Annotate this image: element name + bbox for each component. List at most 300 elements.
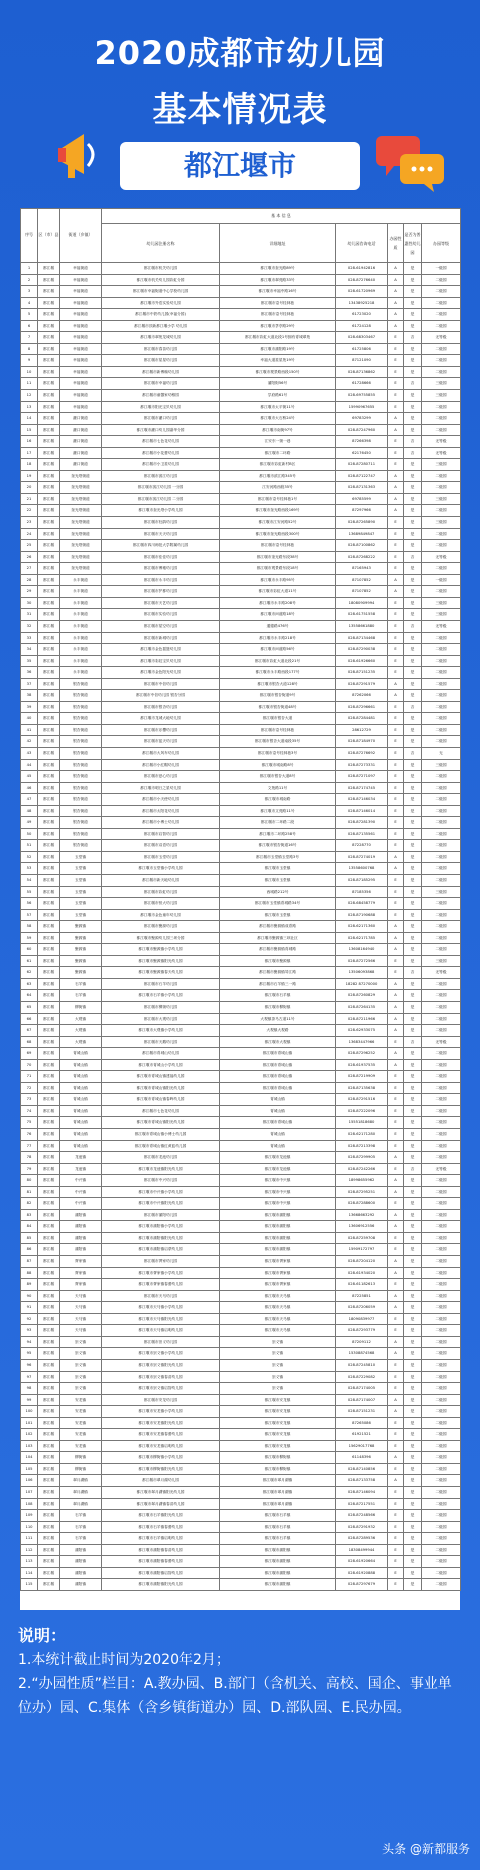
table-row xyxy=(21,1163,461,1175)
table-cell: 都江堰市蒲阳镇 xyxy=(220,1221,336,1233)
table-cell: 天马镇 xyxy=(60,1313,102,1325)
table-row xyxy=(21,840,461,852)
table-cell: 都江堰 xyxy=(38,309,60,321)
table-cell: 大观镇 xyxy=(60,1036,102,1048)
table-cell: 天马镇 xyxy=(60,1325,102,1337)
table-cell: E xyxy=(388,528,404,540)
table-cell: 都江堰 xyxy=(38,1175,60,1187)
table-row xyxy=(21,794,461,806)
table-cell: 永丰街道 xyxy=(60,574,102,586)
table-cell: E xyxy=(388,1440,404,1452)
table-cell: 96 xyxy=(21,1359,38,1371)
table-row xyxy=(21,320,461,332)
table-row xyxy=(21,1498,461,1510)
table-row xyxy=(21,690,461,702)
table-cell: 都江堰 xyxy=(38,505,60,517)
table-cell: 25 xyxy=(21,540,38,552)
table-cell: 无等级 xyxy=(422,1036,461,1048)
table-cell: 都江堰市胥家镇 xyxy=(220,1256,336,1268)
table-cell: 13 xyxy=(21,401,38,413)
table-cell: 都江堰市柳街镇 xyxy=(220,1452,336,1464)
table-cell: 都江堰市顶新都江堰小学 幼儿园 xyxy=(102,320,220,332)
table-cell: 都江堰市柳街镇 xyxy=(220,1002,336,1014)
table-cell: 银杏街道 xyxy=(60,690,102,702)
table-cell: 都江堰市童馨家幼稚园 xyxy=(102,390,220,402)
table-cell: 103 xyxy=(21,1440,38,1452)
table-cell: A xyxy=(388,1175,404,1187)
table-cell: 是 xyxy=(404,771,422,783)
table-cell: 都江堰 xyxy=(38,1082,60,1094)
table-cell: 二级园 xyxy=(422,1302,461,1314)
table-row xyxy=(21,1013,461,1025)
table-cell: 幸福街道 xyxy=(60,343,102,355)
table-cell: 二级园 xyxy=(422,1498,461,1510)
table-cell: E xyxy=(388,909,404,921)
table-cell: 都江堰市青城山镇 xyxy=(220,1117,336,1129)
table-row xyxy=(21,1579,461,1591)
table-cell: 都江堰市中兴镇 xyxy=(220,1198,336,1210)
table-cell: 都江堰 xyxy=(38,493,60,505)
table-cell: E xyxy=(388,1071,404,1083)
table-row xyxy=(21,759,461,771)
table-cell: 028-87274019 xyxy=(336,851,388,863)
table-cell: A xyxy=(388,493,404,505)
table-cell: 是 xyxy=(404,1521,422,1533)
table-cell: 028-87146034 xyxy=(336,794,388,806)
table-cell: 都江堰 xyxy=(38,782,60,794)
table-cell: A xyxy=(388,320,404,332)
table-cell: A xyxy=(388,1152,404,1164)
table-cell: 都江堰市翠月湖镇 xyxy=(220,1475,336,1487)
table-cell: 028-87219909 xyxy=(336,1071,388,1083)
table-cell: 028-68303467 xyxy=(336,332,388,344)
table-cell: 都江堰市青城山幼儿园 xyxy=(102,1048,220,1060)
table-cell: 都江堰市蒲阳镇 xyxy=(220,1556,336,1568)
table-cell: 灌口街道 xyxy=(60,436,102,448)
table-cell: 都江堰市灌口幼儿园 xyxy=(102,413,220,425)
table-cell: 21 xyxy=(21,493,38,505)
table-cell: 二级园 xyxy=(422,1279,461,1291)
table-cell: 都江堰 xyxy=(38,424,60,436)
table-cell: E xyxy=(388,701,404,713)
table-cell: 二级园 xyxy=(422,944,461,956)
table-cell: 都江堰市银杏幼儿园 xyxy=(102,701,220,713)
table-cell: 72 xyxy=(21,1082,38,1094)
table-row xyxy=(21,909,461,921)
table-cell: 二级园 xyxy=(422,1002,461,1014)
table-cell: 都江堰 xyxy=(38,713,60,725)
table-cell: 都江堰市七色花幼儿园 xyxy=(102,436,220,448)
table-cell: 是 xyxy=(404,263,422,275)
table-cell: A xyxy=(388,921,404,933)
table-cell: 是 xyxy=(404,274,422,286)
table-cell: 都江堰市青城山镇 xyxy=(220,1059,336,1071)
table-cell: 028-87296661 xyxy=(336,701,388,713)
kindergarten-table-sheet xyxy=(20,208,460,1610)
table-cell: 都江堰 xyxy=(38,990,60,1002)
table-cell: 都江堰 xyxy=(38,805,60,817)
table-cell: 永丰街道 xyxy=(60,632,102,644)
table-cell: 15629017768 xyxy=(336,1440,388,1452)
table-cell: 都江堰市蒲阳镇阳光幼儿园 xyxy=(102,1579,220,1591)
table-cell: 都江堰市蒲阳镇 xyxy=(220,1244,336,1256)
table-cell: 028-87229082 xyxy=(336,1371,388,1383)
table-cell: 三级园 xyxy=(422,517,461,529)
table-cell: 蒲阳镇 xyxy=(60,1579,102,1591)
table-cell: 都江堰 xyxy=(38,817,60,829)
table-cell: 都江堰 xyxy=(38,851,60,863)
table-cell: 都江堰市龙城大地幼儿园 xyxy=(102,713,220,725)
table-cell: 都江堰市柳街镇 xyxy=(220,1463,336,1475)
table-row xyxy=(21,401,461,413)
table-cell: A xyxy=(388,978,404,990)
table-cell: 都江堰市天马镇小学幼儿园 xyxy=(102,1302,220,1314)
table-cell: 5 xyxy=(21,309,38,321)
table-cell: E xyxy=(388,355,404,367)
table-cell: 都江堰市大风车幼儿园 xyxy=(102,747,220,759)
table-cell: E xyxy=(388,771,404,783)
table-cell: E xyxy=(388,1486,404,1498)
table-cell: 028-87295251 xyxy=(336,1186,388,1198)
table-cell: 是 xyxy=(404,713,422,725)
table-cell: 100 xyxy=(21,1406,38,1418)
table-cell: 无 xyxy=(422,747,461,759)
table-cell: 都江堰市大观镇 xyxy=(220,1036,336,1048)
table-cell: 玉堂镇 xyxy=(60,886,102,898)
table-cell: 崇义镇 xyxy=(60,1383,102,1395)
table-row xyxy=(21,1290,461,1302)
table-row xyxy=(21,1002,461,1014)
table-row xyxy=(21,886,461,898)
table-cell: 都江堰市柳街镇小学幼儿园 xyxy=(102,1452,220,1464)
table-cell: 翠月湖镇 xyxy=(60,1475,102,1487)
table-cell: E xyxy=(388,632,404,644)
header-inclusive: 是否为普惠性幼儿园 xyxy=(404,224,422,263)
table-cell: 13668663292 xyxy=(336,1209,388,1221)
table-cell: 都江堰市聚源镇阳光幼儿园 xyxy=(102,955,220,967)
table-cell: 都江堰 xyxy=(38,828,60,840)
table-cell: 49 xyxy=(21,817,38,829)
table-cell: 龙池镇 xyxy=(60,1163,102,1175)
table-cell: 是 xyxy=(404,1325,422,1337)
table-cell: A xyxy=(388,990,404,1002)
table-row xyxy=(21,1463,461,1475)
table-cell: 68 xyxy=(21,1036,38,1048)
table-cell: 都江堰市石羊镇阳光幼儿园 xyxy=(102,1510,220,1522)
table-cell: 都江堰市翠月湖幼儿园 xyxy=(102,1475,220,1487)
table-cell: 银杏街道 xyxy=(60,747,102,759)
table-cell: 银杏街道 xyxy=(60,701,102,713)
table-cell: 都江堰 xyxy=(38,551,60,563)
table-cell: 都江堰市小花蕾幼儿园 xyxy=(102,447,220,459)
table-cell: 是 xyxy=(404,563,422,575)
table-cell: 87107852 xyxy=(336,574,388,586)
table-cell: 二级园 xyxy=(422,1290,461,1302)
table-cell: 二级园 xyxy=(422,1198,461,1210)
table-cell: 奎光塔街道 xyxy=(60,540,102,552)
table-cell: 二级园 xyxy=(422,1521,461,1533)
table-cell: 三级园 xyxy=(422,597,461,609)
table-cell: 三级园 xyxy=(422,609,461,621)
table-cell: 028-87100862 xyxy=(336,540,388,552)
table-cell: 58 xyxy=(21,921,38,933)
table-cell: 否 xyxy=(404,1036,422,1048)
table-cell: 二级园 xyxy=(422,771,461,783)
table-cell: 028-87135561 xyxy=(336,828,388,840)
table-cell: 是 xyxy=(404,644,422,656)
table-cell: 二级园 xyxy=(422,528,461,540)
table-cell: E xyxy=(388,1544,404,1556)
table-cell: 都江堰市博雅幼儿园 xyxy=(102,563,220,575)
table-cell: 都江堰市胥家幼儿园 xyxy=(102,1256,220,1268)
table-cell: 幸福街道 xyxy=(60,390,102,402)
table-cell: 028-61720969 xyxy=(336,286,388,298)
table-row xyxy=(21,574,461,586)
table-cell: 二级园 xyxy=(422,1186,461,1198)
table-cell: 是 xyxy=(404,470,422,482)
table-cell: 都江堰市银杏大道南段35号 xyxy=(220,736,336,748)
table-row xyxy=(21,378,461,390)
table-cell: 都江堰 xyxy=(38,690,60,702)
table-cell: 都江堰 xyxy=(38,701,60,713)
table-cell: 都江堰市机关幼儿园彩虹分园 xyxy=(102,274,220,286)
table-row xyxy=(21,632,461,644)
table-cell: 都江堰市蒲阳镇 xyxy=(220,1544,336,1556)
table-row xyxy=(21,1094,461,1106)
table-cell: 86 xyxy=(21,1244,38,1256)
table-cell: 62176450 xyxy=(336,447,388,459)
table-cell: 39 xyxy=(21,701,38,713)
table-cell: 是 xyxy=(404,1048,422,1060)
table-cell: 028-62171785 xyxy=(336,932,388,944)
table-cell: 二级园 xyxy=(422,701,461,713)
table-cell: 是 xyxy=(404,482,422,494)
table-cell: 都江堰 xyxy=(38,1036,60,1048)
table-cell: E xyxy=(388,1036,404,1048)
table-cell: 蒲阳镇 xyxy=(60,1232,102,1244)
table-cell: 都江堰市聚源幼儿园 xyxy=(102,921,220,933)
table-cell: 玉堂镇 xyxy=(60,851,102,863)
table-cell: 都江堰市奎光路89号 xyxy=(220,263,336,275)
table-cell: 都江堰市彩虹新村B区 xyxy=(220,459,336,471)
table-cell: 10 xyxy=(21,366,38,378)
table-cell: E xyxy=(388,1463,404,1475)
table-row xyxy=(21,493,461,505)
table-cell: 81 xyxy=(21,1186,38,1198)
table-cell: E xyxy=(388,1371,404,1383)
table-cell: 都江堰 xyxy=(38,1394,60,1406)
table-cell: 是 xyxy=(404,690,422,702)
table-cell: 7 xyxy=(21,332,38,344)
table-cell: 61 xyxy=(21,955,38,967)
table-cell: 都江堰市蒲阳镇 xyxy=(220,1567,336,1579)
table-cell: 都江堰市翠月湖镇春苗幼儿园 xyxy=(102,1498,220,1510)
table-cell: A xyxy=(388,932,404,944)
table-row xyxy=(21,701,461,713)
table-cell: 87209112 xyxy=(336,1336,388,1348)
table-cell: 都江堰 xyxy=(38,898,60,910)
table-cell: 都江堰市青城山镇红黄蓝幼儿园 xyxy=(102,1140,220,1152)
table-cell: 是 xyxy=(404,955,422,967)
table-cell: 71 xyxy=(21,1071,38,1083)
table-cell: 98 xyxy=(21,1383,38,1395)
table-cell: 永丰街道 xyxy=(60,620,102,632)
table-cell: 028-87184970 xyxy=(336,736,388,748)
table-cell: 二级园 xyxy=(422,1348,461,1360)
table-cell: A xyxy=(388,1256,404,1268)
table-row xyxy=(21,1336,461,1348)
table-cell: 都江堰市幸福街道中心学校幼儿园 xyxy=(102,286,220,298)
table-cell: 66 xyxy=(21,1013,38,1025)
table-cell: 028-62171280 xyxy=(336,1129,388,1141)
table-cell: 三级园 xyxy=(422,886,461,898)
table-cell: 028-87289536 xyxy=(336,1533,388,1545)
table-cell: A xyxy=(388,1209,404,1221)
table-cell: 29 xyxy=(21,586,38,598)
chat-bubbles-icon xyxy=(376,130,446,192)
table-cell: 石羊镇 xyxy=(60,1521,102,1533)
table-cell: 二级园 xyxy=(422,1013,461,1025)
table-row xyxy=(21,286,461,298)
table-cell: 都江堰市彩虹大道北段21号 xyxy=(220,655,336,667)
table-cell: 028-87288600 xyxy=(336,1198,388,1210)
table-cell: 79 xyxy=(21,1163,38,1175)
table-cell: 文苑路11号 xyxy=(220,782,336,794)
table-cell: 都江堰 xyxy=(38,909,60,921)
table-cell: E xyxy=(388,1498,404,1510)
table-cell: 028-87151235 xyxy=(336,667,388,679)
table-cell: 都江堰市翠月湖镇阳光幼儿园 xyxy=(102,1486,220,1498)
table-cell: 都江堰市南街97号 xyxy=(220,424,336,436)
table-cell: 是 xyxy=(404,817,422,829)
table-cell: 028-87190688 xyxy=(336,909,388,921)
table-cell: 都江堰 xyxy=(38,1094,60,1106)
table-cell: 13558661880 xyxy=(336,620,388,632)
table-cell: E xyxy=(388,343,404,355)
table-cell: E xyxy=(388,967,404,979)
table-cell: 87297966 xyxy=(336,505,388,517)
table-cell: 是 xyxy=(404,297,422,309)
table-cell: 37 xyxy=(21,678,38,690)
table-cell: E xyxy=(388,1567,404,1579)
table-cell: 是 xyxy=(404,1094,422,1106)
table-cell: 92 xyxy=(21,1313,38,1325)
table-cell: 二级园 xyxy=(422,863,461,875)
table-cell: 否 xyxy=(404,332,422,344)
table-cell: 玉堂镇 xyxy=(60,898,102,910)
table-cell: 都江堰 xyxy=(38,1071,60,1083)
table-cell: 都江堰市乐樱幼儿园 xyxy=(102,724,220,736)
table-cell: 玉堂镇 xyxy=(60,874,102,886)
table-cell: 二级园 xyxy=(422,644,461,656)
table-cell: 都江堰 xyxy=(38,1452,60,1464)
table-cell: 69 xyxy=(21,1048,38,1060)
table-cell: 都江堰市护都幼儿园 xyxy=(102,586,220,598)
table-cell: 都江堰 xyxy=(38,840,60,852)
table-cell: 028-87284481 xyxy=(336,713,388,725)
table-cell: 都江堰市太平街11号 xyxy=(220,401,336,413)
table-cell: 都江堰市蓝天幼儿园 xyxy=(102,736,220,748)
table-cell: 都江堰市外语实验幼儿园 xyxy=(102,297,220,309)
table-cell: 都江堰市中兴镇 xyxy=(220,1175,336,1187)
table-cell: 柳街镇 xyxy=(60,1002,102,1014)
table-cell: 35 xyxy=(21,655,38,667)
table-cell: 都江堰市滨江幼儿园 二分园 xyxy=(102,493,220,505)
table-cell: 都江堰 xyxy=(38,1440,60,1452)
table-row xyxy=(21,955,461,967)
table-cell: 是 xyxy=(404,1463,422,1475)
table-row xyxy=(21,1359,461,1371)
table-cell: 63 xyxy=(21,978,38,990)
table-cell: 都江堰 xyxy=(38,528,60,540)
table-cell: 是 xyxy=(404,1002,422,1014)
table-cell: 西城路212号 xyxy=(220,886,336,898)
table-cell: 都江堰 xyxy=(38,1279,60,1291)
table-cell: 都江堰市天马镇阳光幼儿园 xyxy=(102,1313,220,1325)
table-cell: 都江堰 xyxy=(38,1025,60,1037)
table-cell: 62 xyxy=(21,967,38,979)
table-cell: E xyxy=(388,1556,404,1568)
table-cell: 都江堰 xyxy=(38,678,60,690)
table-cell: 三级园 xyxy=(422,459,461,471)
table-row xyxy=(21,1486,461,1498)
table-cell: 都江堰市石羊镇 xyxy=(220,990,336,1002)
table-row xyxy=(21,309,461,321)
table-cell: 61148396 xyxy=(336,1452,388,1464)
table-cell: 24 xyxy=(21,528,38,540)
table-cell: 115 xyxy=(21,1579,38,1591)
table-cell: 三级园 xyxy=(422,955,461,967)
table-cell: 都江堰 xyxy=(38,1544,60,1556)
table-cell: 56 xyxy=(21,898,38,910)
table-cell: 13689849847 xyxy=(336,528,388,540)
table-cell: 崇义镇 xyxy=(220,1348,336,1360)
table-row xyxy=(21,482,461,494)
table-cell: 二级园 xyxy=(422,736,461,748)
table-row xyxy=(21,678,461,690)
table-cell: 28 xyxy=(21,574,38,586)
table-cell: 是 xyxy=(404,1556,422,1568)
table-cell: 奎光塔街道 xyxy=(60,493,102,505)
table-row xyxy=(21,805,461,817)
table-cell: 18080909994 xyxy=(336,597,388,609)
table-cell: 51 xyxy=(21,840,38,852)
table-cell: 银杏街道 xyxy=(60,828,102,840)
table-cell: 都江堰市新博翰幼儿园 xyxy=(102,366,220,378)
table-cell: 38 xyxy=(21,690,38,702)
table-cell: 都江堰市天马镇 xyxy=(220,1325,336,1337)
table-cell: 都江堰市聚源镇小学幼儿园 xyxy=(102,944,220,956)
table-cell: E xyxy=(388,436,404,448)
table-cell: 都江堰市石羊幼儿园 xyxy=(102,978,220,990)
table-cell: 都江堰市安龙镇 xyxy=(220,1429,336,1441)
table-cell: 二级园 xyxy=(422,724,461,736)
table-cell: 都江堰 xyxy=(38,1579,60,1591)
table-cell: 18308499944 xyxy=(336,1544,388,1556)
table-cell: 蒲阳镇 xyxy=(60,1221,102,1233)
table-cell: 17 xyxy=(21,447,38,459)
table-cell: 028-87222096 xyxy=(336,1105,388,1117)
table-cell: 都江堰 xyxy=(38,540,60,552)
table-cell: 灌口街道 xyxy=(60,424,102,436)
table-cell: 都江堰市安龙镇 xyxy=(220,1394,336,1406)
table-row xyxy=(21,1302,461,1314)
table-cell: 是 xyxy=(404,932,422,944)
table-cell: 都江堰市阳光宝贝幼儿园 xyxy=(102,401,220,413)
table-cell: 113 xyxy=(21,1556,38,1568)
table-cell: 都江堰市小天使幼儿园 xyxy=(102,794,220,806)
table-cell: 都江堰 xyxy=(38,1325,60,1337)
